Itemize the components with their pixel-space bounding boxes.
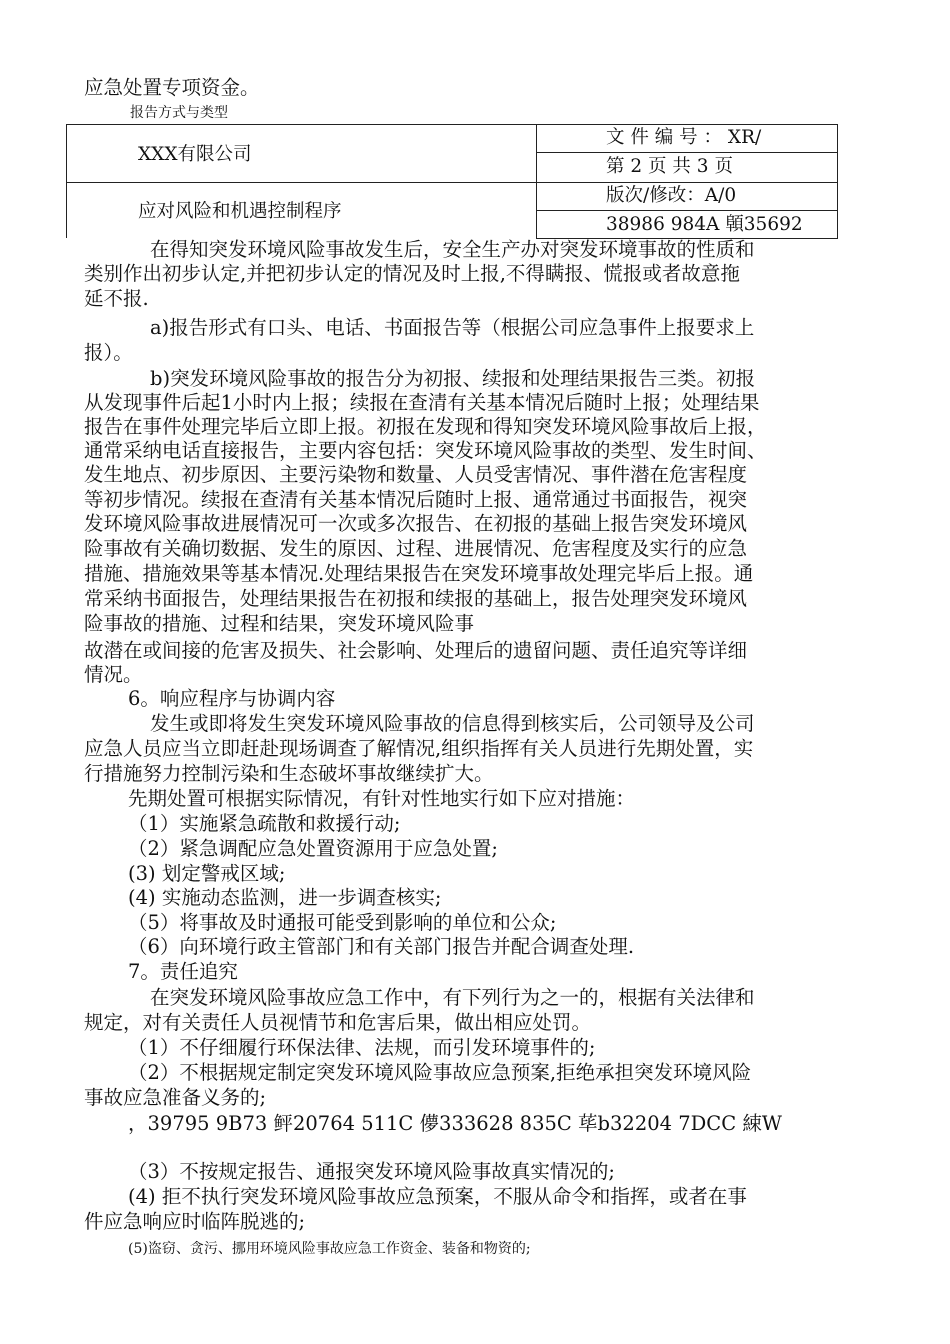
header-border-right [837, 124, 838, 238]
top-line-2: 报告方式与类型 [130, 105, 228, 121]
body-line: 报）。 [84, 341, 133, 364]
document-header-table [66, 124, 838, 240]
list-item: （1）不仔细履行环保法律、法规，而引发环境事件的; [128, 1036, 596, 1059]
header-divider-right-3 [536, 210, 838, 211]
company-name: XXX有限公司 [138, 144, 252, 165]
body-line: 措施、措施效果等基本情况.处理结果报告在突发环境事故处理完毕后上报。通 [84, 562, 754, 585]
header-divider-vertical [536, 124, 537, 238]
body-line: 行措施努力控制污染和生态破坏事故继续扩大。 [84, 762, 494, 785]
body-line: 在得知突发环境风险事故发生后，安全生产办对突发环境事故的性质和 [150, 238, 755, 261]
body-line: 故潜在或间接的危害及损失、社会影响、处理后的遗留问题、责任追究等详细 [84, 639, 748, 662]
list-item: （5）将事故及时通报可能受到影响的单位和公众; [128, 911, 557, 934]
list-item: （3）不按规定报告、通报突发环境风险事故真实情况的; [128, 1160, 615, 1183]
header-border-top [66, 124, 838, 125]
list-item: （2）紧急调配应急处置资源用于应急处置; [128, 837, 498, 860]
body-line: a)报告形式有口头、电话、书面报告等（根据公司应急事件上报要求上 [150, 316, 755, 339]
body-line: 常采纳书面报告，处理结果报告在初报和续报的基础上，报告处理突发环境风 [84, 587, 748, 610]
body-line: 通常采纳电话直接报告，主要内容包括：突发环境风险事故的类型、发生时间、 [84, 439, 767, 462]
body-line: 事故应急准备义务的; [84, 1086, 267, 1109]
body-line: 报告在事件处理完毕后立即上报。初报在发现和得知突发环境风险事故后上报， [84, 415, 767, 438]
list-item: (4) 实施动态监测，进一步调查核实; [128, 886, 442, 909]
list-item: (3) 划定警戒区域; [128, 862, 286, 885]
list-item: （1）实施紧急疏散和救援行动; [128, 812, 401, 835]
procedure-title: 应对风险和机遇控制程序 [138, 201, 342, 222]
body-line: 件应急响应时临阵脱逃的; [84, 1210, 306, 1233]
body-line: b)突发环境风险事故的报告分为初报、续报和处理结果报告三类。初报 [150, 367, 756, 390]
body-line: 险事故的措施、过程和结果，突发环境风险事 [84, 612, 475, 635]
body-line: 延不报. [84, 287, 149, 310]
body-line: 规定，对有关责任人员视情节和危害后果，做出相应处罚。 [84, 1011, 592, 1034]
body-line: 等初步情况。续报在查清有关基本情况后随时上报、通常通过书面报告，视突 [84, 488, 748, 511]
body-line: 情况。 [84, 663, 143, 686]
section-heading-7: 7。责任追究 [128, 960, 238, 983]
top-line-1: 应急处置专项资金。 [84, 76, 260, 99]
body-line: 险事故有关确切数据、发生的原因、过程、进展情况、危害程度及实行的应急 [84, 537, 748, 560]
body-line: 先期处置可根据实际情况，有针对性地实行如下应对措施： [128, 787, 636, 810]
body-line: 应急人员应当立即赶赴现场调查了解情况,组织指挥有关人员进行先期处置，实 [84, 737, 754, 760]
header-divider-middle [66, 182, 838, 183]
body-line: 发生地点、初步原因、主要污染物和数量、人员受害情况、事件潜在危害程度 [84, 463, 748, 486]
header-border-left [66, 124, 67, 238]
version-info: 版次/修改：A/0 [606, 185, 737, 206]
body-line: 发环境风险事故进展情况可一次或多次报告、在初报的基础上报告突发环境风 [84, 512, 748, 535]
page-indicator: 第 2 页 共 3 页 [606, 156, 733, 177]
list-item: （6）向环境行政主管部门和有关部门报告并配合调查处理. [128, 935, 635, 958]
header-divider-right-1 [536, 152, 838, 153]
body-line: 在突发环境风险事故应急工作中，有下列行为之一的，根据有关法律和 [150, 986, 755, 1009]
body-line: 从发现事件后起1小时内上报；续报在查清有关基本情况后随时上报；处理结果 [84, 391, 760, 414]
body-line: 发生或即将发生突发环境风险事故的信息得到核实后，公司领导及公司 [150, 712, 755, 735]
section-heading-6: 6。响应程序与协调内容 [128, 687, 336, 710]
garbled-code-line: ，39795 9B73 鲆20764 511C 儚333628 835C 荜b32204 7DCC 綀W [128, 1112, 782, 1135]
doc-code: 38986 984A 顊35692 [606, 214, 803, 235]
list-item: (4) 拒不执行突发环境风险事故应急预案，不服从命令和指挥，或者在事 [128, 1185, 747, 1208]
doc-number: 文 件 编 号 ： XR/ [606, 127, 762, 148]
list-item: (5)盗窃、贪污、挪用环境风险事故应急工作资金、装备和物资的; [128, 1241, 531, 1257]
list-item: （2）不根据规定制定突发环境风险事故应急预案,拒绝承担突发环境风险 [128, 1061, 752, 1084]
body-line: 类别作出初步认定,并把初步认定的情况及时上报,不得瞒报、慌报或者故意拖 [84, 262, 740, 285]
